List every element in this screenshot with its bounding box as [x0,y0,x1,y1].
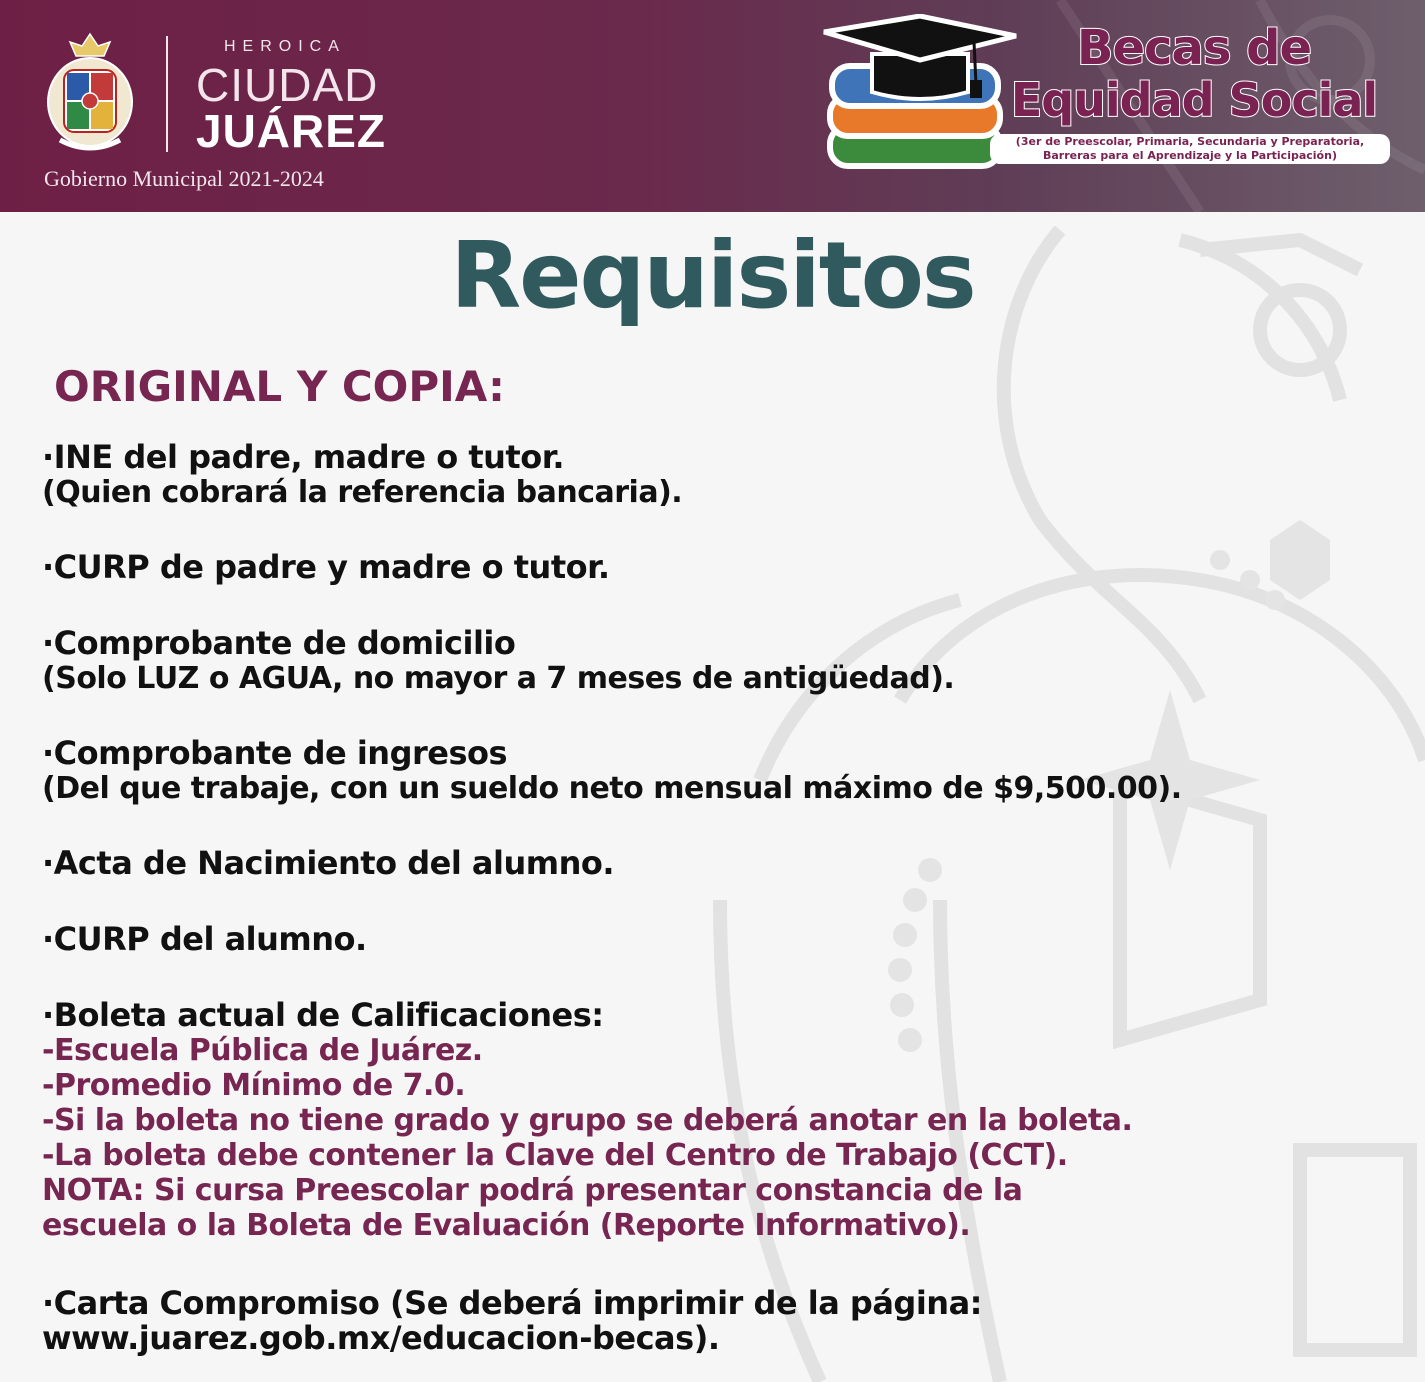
program-title-line1: Becas de [1076,20,1312,76]
page-title: Requisitos [450,222,975,329]
requirement-ine [42,440,682,510]
program-subtitle-line1: (3er de Preescolar, Primaria, Secundaria y Preparatoria, [1015,135,1365,148]
boleta-note-line1: NOTA: Si cursa Preescolar podrá presentar constancia de la [42,1173,1023,1208]
boleta-condition-grade-group: -Si la boleta no tiene grado y grupo se deberá anotar en la boleta. [42,1103,1133,1138]
requirement-domicilio-title: ·Comprobante de domicilio [42,624,516,662]
graduation-cap-books-icon [820,14,1020,184]
program-title-line2: Equidad Social [1010,73,1378,127]
requirement-boleta [42,998,1132,1243]
requirement-boleta-title: ·Boleta actual de Calificaciones: [42,996,604,1034]
city-prefix: HEROICA [224,38,346,55]
requirement-ingresos-title: ·Comprobante de ingresos [42,734,508,772]
program-subtitle [990,134,1390,164]
boleta-condition-public-school: -Escuela Pública de Juárez. [42,1033,483,1068]
requirement-acta [42,846,614,881]
boleta-note-line2: escuela o la Boleta de Evaluación (Reporte Informativo). [42,1208,971,1243]
city-crest-icon [40,30,140,160]
requirement-domicilio [42,626,954,696]
section-subtitle: ORIGINAL Y COPIA: [54,362,505,411]
requirement-curp-parents-title: ·CURP de padre y madre o tutor. [42,548,610,586]
requirement-domicilio-note: (Solo LUZ o AGUA, no mayor a 7 meses de antigüedad). [42,661,955,696]
program-subtitle-line2: Barreras para el Aprendizaje y la Participación) [1043,149,1337,162]
header-banner [0,0,1425,212]
requirement-ine-note: (Quien cobrará la referencia bancaria). [42,475,683,510]
requirement-acta-title: ·Acta de Nacimiento del alumno. [42,844,615,882]
program-title [994,22,1394,126]
requirement-curp-parents [42,550,609,585]
city-name-line1: CIUDAD [196,59,379,111]
header-divider [166,36,168,152]
government-label: Gobierno Municipal 2021-2024 [44,166,324,191]
city-name-line2: JUÁREZ [196,105,387,157]
requirement-carta-url: www.juarez.gob.mx/educacion-becas). [42,1319,720,1357]
requirement-curp-student [42,922,367,957]
requirement-carta-title: ·Carta Compromiso (Se deberá imprimir de la página: [42,1284,982,1322]
requirement-ine-title: ·INE del padre, madre o tutor. [42,438,565,476]
boleta-condition-cct: -La boleta debe contener la Clave del Centro de Trabajo (CCT). [42,1138,1068,1173]
boleta-condition-min-average: -Promedio Mínimo de 7.0. [42,1068,466,1103]
requirement-ingresos-note: (Del que trabaje, con un sueldo neto mensual máximo de $9,500.00). [42,771,1182,806]
requirement-curp-student-title: ·CURP del alumno. [42,920,367,958]
requirement-ingresos [42,736,1182,806]
requirement-carta [42,1286,982,1356]
